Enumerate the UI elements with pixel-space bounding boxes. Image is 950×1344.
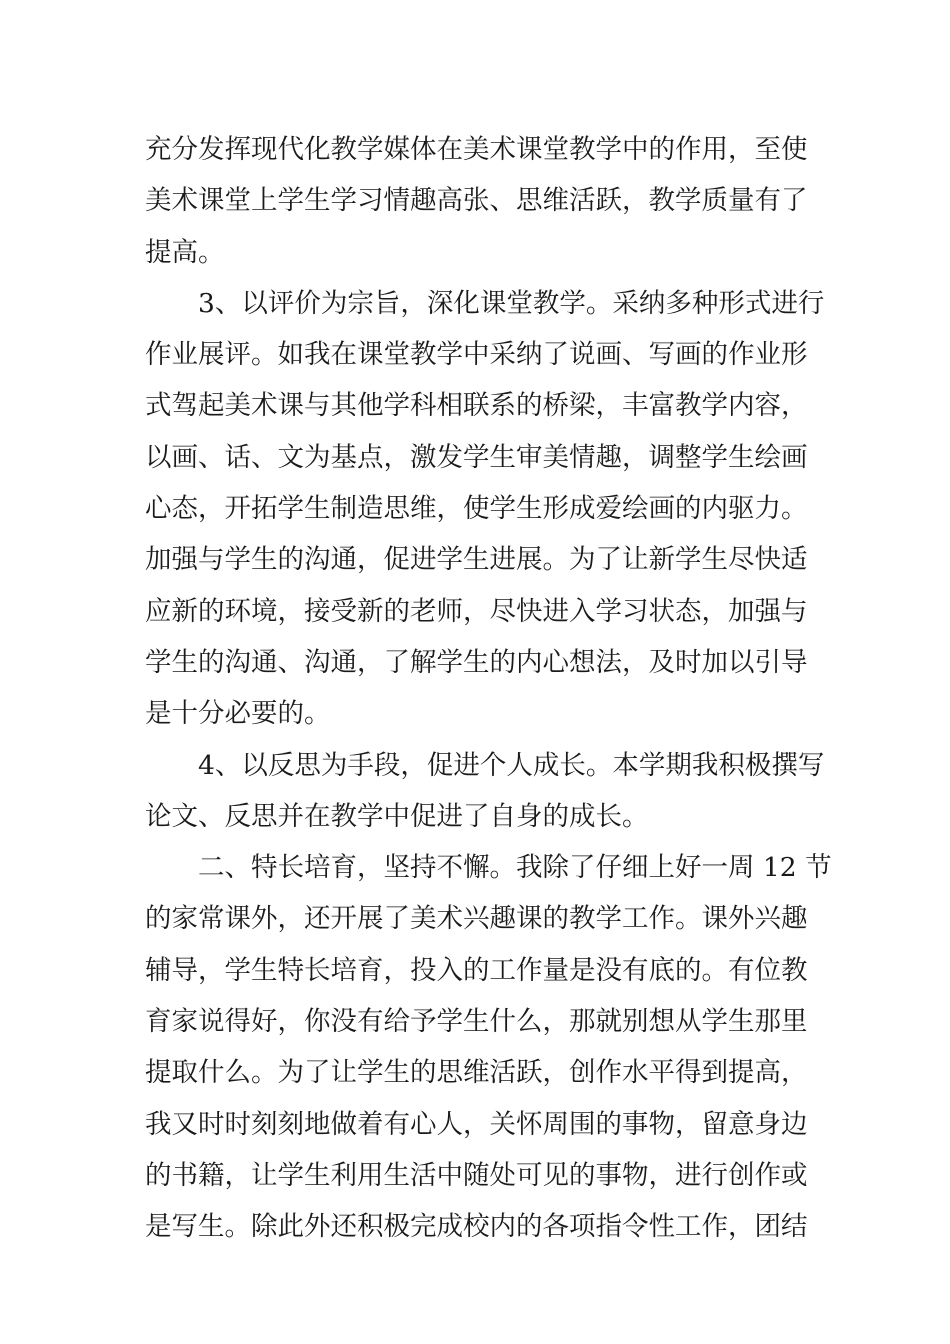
body-text [145, 124, 832, 1253]
text-line: 心态，开拓学生制造思维，使学生形成爱绘画的内驱力。 [145, 493, 808, 525]
text-line: 以画、话、文为基点，激发学生审美情趣，调整学生绘画 [145, 441, 808, 473]
text-line: 的书籍，让学生利用生活中随处可见的事物，进行创作或 [145, 1159, 808, 1191]
text-line: 的家常课外，还开展了美术兴趣课的教学工作。课外兴趣 [145, 903, 808, 935]
text-line: 式驾起美术课与其他学科相联系的桥梁，丰富教学内容， [145, 390, 808, 422]
text-line: 学生的沟通、沟通，了解学生的内心想法，及时加以引导 [145, 646, 808, 678]
text-line: 是写生。除此外还积极完成校内的各项指令性工作，团结 [145, 1211, 808, 1243]
text-line: 辅导，学生特长培育，投入的工作量是没有底的。有位教 [145, 954, 808, 986]
text-line: 加强与学生的沟通，促进学生进展。为了让新学生尽快适 [145, 544, 808, 576]
text-line: 3、以评价为宗旨，深化课堂教学。采纳多种形式进行 [198, 287, 825, 319]
text-line: 提取什么。为了让学生的思维活跃，创作水平得到提高， [145, 1057, 808, 1089]
text-line: 育家说得好，你没有给予学生什么，那就别想从学生那里 [145, 1006, 808, 1038]
text-line: 二、特长培育，坚持不懈。我除了仔细上好一周 12 节 [198, 852, 832, 884]
text-line: 充分发挥现代化教学媒体在美术课堂教学中的作用，至使 [145, 134, 808, 165]
text-line: 4、以反思为手段，促进个人成长。本学期我积极撰写 [198, 749, 825, 781]
text-line: 提高。 [145, 236, 225, 268]
text-line: 应新的环境，接受新的老师，尽快进入学习状态，加强与 [145, 595, 808, 627]
text-line: 是十分必要的。 [145, 698, 331, 730]
text-line: 论文、反思并在教学中促进了自身的成长。 [145, 800, 649, 832]
text-line: 美术课堂上学生学习情趣高张、思维活跃，教学质量有了 [145, 185, 808, 217]
text-line: 作业展评。如我在课堂教学中采纳了说画、写画的作业形 [145, 339, 808, 371]
text-line: 我又时时刻刻地做着有心人，关怀周围的事物，留意身边 [145, 1108, 808, 1140]
